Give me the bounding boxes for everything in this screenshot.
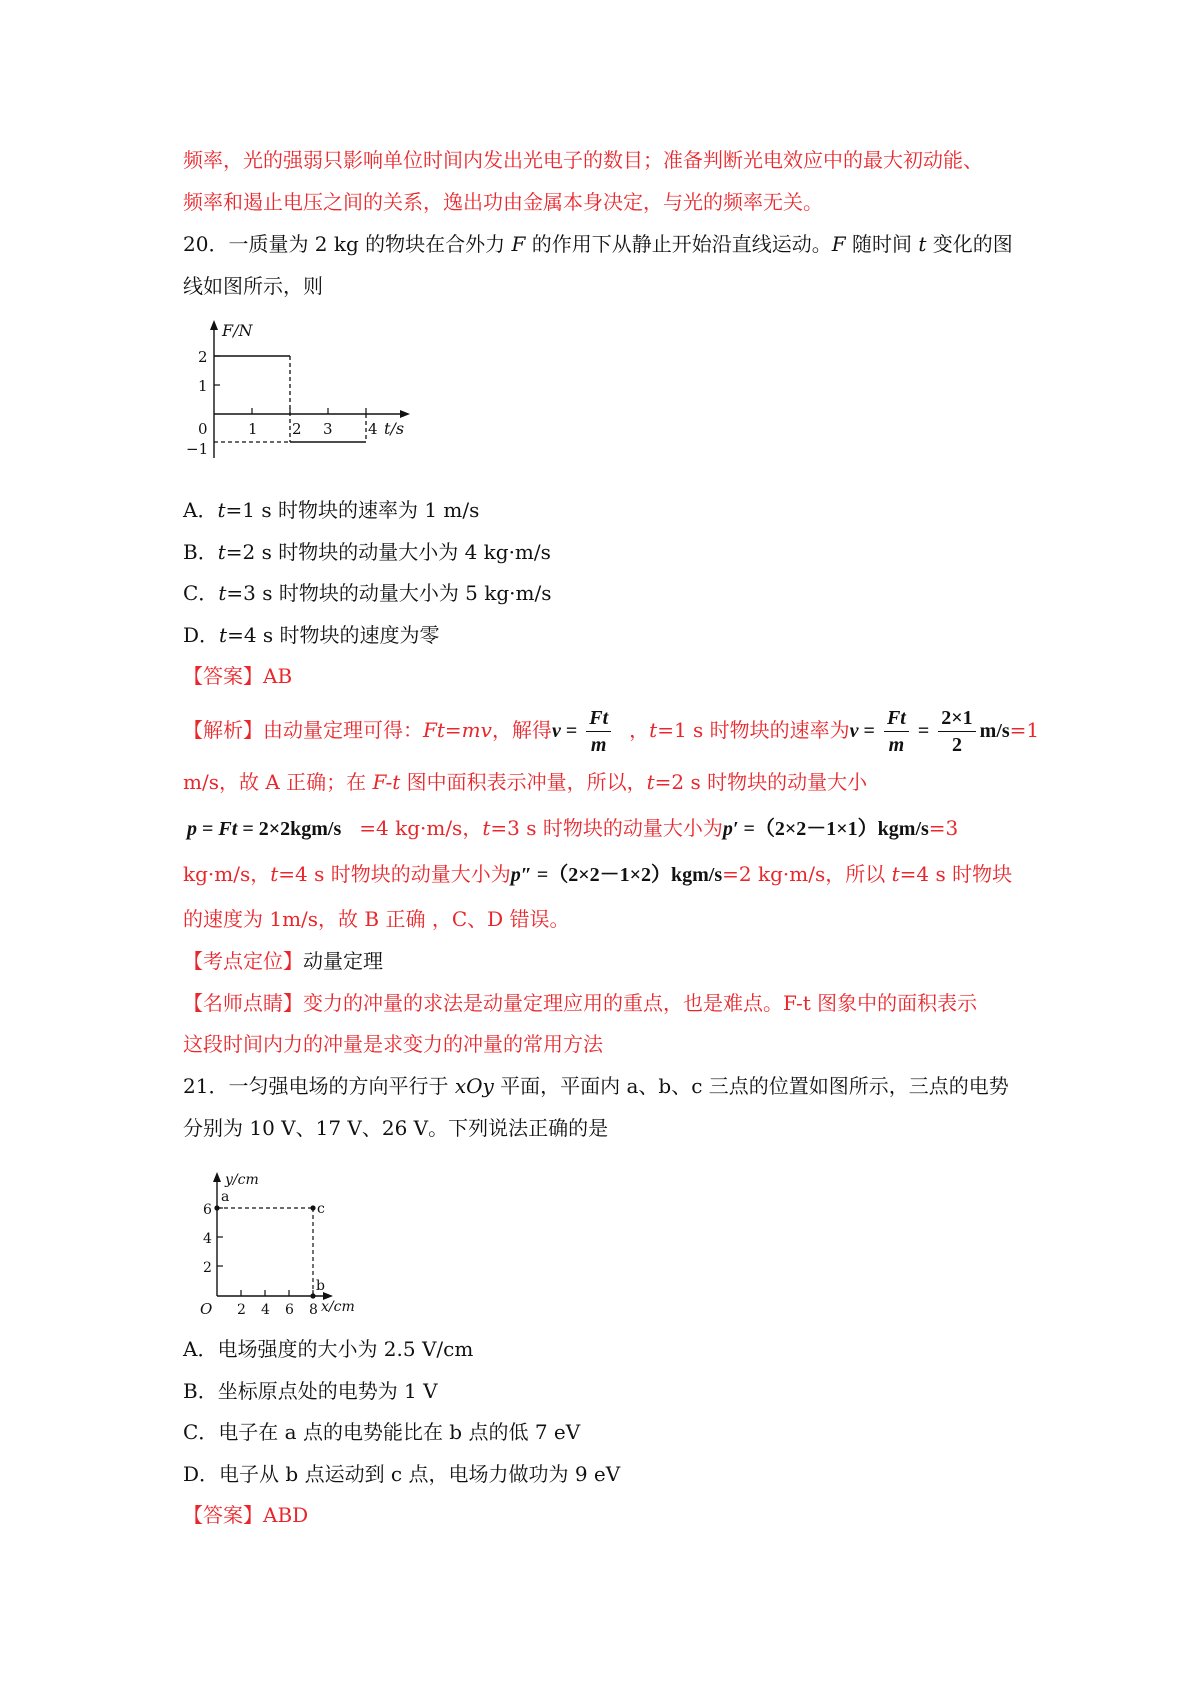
- q20-x-tick-1: 1: [248, 420, 258, 438]
- q21-point-b: [310, 1293, 315, 1298]
- q21-option-d: D．电子从 b 点运动到 c 点，电场力做功为 9 eV: [183, 1462, 621, 1486]
- q20-force-time-graph: [180, 318, 420, 468]
- q20-analysis-line-4: kg·m/s，t=4 s 时物块的动量大小为p″ =（2×2－1×2）kgm/s=2 kg·m/s，所以 t=4 s 时物块: [183, 862, 1013, 886]
- q21-x-label: x/cm: [321, 1299, 355, 1315]
- q20-mingshi-line-2: 这段时间内力的冲量是求变力的冲量的常用方法: [183, 1032, 603, 1056]
- q21-coordinate-graph: [183, 1168, 363, 1316]
- q21-x-tick-8: 8: [309, 1302, 318, 1316]
- q21-y-label: y/cm: [225, 1172, 259, 1188]
- q20-option-c: C．t=3 s 时物块的动量大小为 5 kg·m/s: [183, 581, 552, 605]
- intro-line-1: 频率，光的强弱只影响单位时间内发出光电子的数目；准备判断光电效应中的最大初动能、: [183, 148, 983, 172]
- q21-option-a: A．电场强度的大小为 2.5 V/cm: [183, 1337, 474, 1361]
- q20-kaodian: 【考点定位】动量定理: [183, 949, 383, 973]
- q20-option-b: B．t=2 s 时物块的动量大小为 4 kg·m/s: [183, 540, 551, 564]
- q21-x-tick-2: 2: [237, 1302, 246, 1316]
- q20-x-tick-2: 2: [292, 420, 302, 438]
- q20-analysis-line-1: 【解析】由动量定理可得：Ft=mv，解得v = $\frac{Ft}{m}$ ，t=1 s 时物块的速率为v = $\frac{Ft}{m}$ = $\frac{2\times 1}{2}$ m/s=1: [183, 707, 1040, 756]
- q20-y-tick-2: 2: [198, 348, 208, 366]
- q21-option-b: B．坐标原点处的电势为 1 V: [183, 1379, 438, 1403]
- q21-x-tick-6: 6: [285, 1302, 294, 1316]
- q20-option-d: D．t=4 s 时物块的速度为零: [183, 623, 440, 647]
- q21-option-c: C．电子在 a 点的电势能比在 b 点的低 7 eV: [183, 1420, 581, 1444]
- q20-answer: 【答案】AB: [183, 664, 293, 688]
- q20-y-tick-0: 0: [198, 420, 208, 438]
- q20-y-arrow: [210, 320, 218, 330]
- q21-point-c-label: c: [317, 1201, 325, 1217]
- q21-point-a-label: a: [221, 1189, 230, 1205]
- q21-y-tick-4: 4: [203, 1231, 212, 1247]
- q20-y-tick-neg1: −1: [186, 440, 209, 458]
- q21-point-a: [214, 1205, 219, 1210]
- q20-y-label: F/N: [222, 321, 253, 340]
- q20-analysis-line-2: m/s，故 A 正确；在 F-t 图中面积表示冲量，所以，t=2 s 时物块的动量大小: [183, 770, 868, 794]
- q20-x-arrow: [400, 410, 410, 418]
- q20-fraction-2x1-over-2: $\frac{2\times 1}{2}$: [938, 705, 975, 758]
- q21-x-tick-4: 4: [261, 1302, 270, 1316]
- q21-point-b-label: b: [316, 1278, 325, 1294]
- q20-fraction-ft-over-m-2: $\frac{Ft}{m}$: [884, 705, 909, 758]
- q20-analysis-line-5: 的速度为 1m/s，故 B 正确 ，C、D 错误。: [183, 907, 570, 931]
- q20-mingshi-line-1: 【名师点睛】变力的冲量的求法是动量定理应用的重点，也是难点。F-t 图象中的面积表示: [183, 991, 978, 1015]
- q21-answer: 【答案】ABD: [183, 1503, 309, 1527]
- q20-analysis-line-3: p = Ft = 2×2kgm/s =4 kg·m/s，t=3 s 时物块的动量大小为p′ =（2×2－1×1）kgm/s=3: [187, 816, 959, 840]
- q20-stem-line-1: 20．一质量为 2 kg 的物块在合外力 F 的作用下从静止开始沿直线运动。F 随时间 t 变化的图: [183, 232, 1013, 256]
- q21-y-tick-6: 6: [203, 1202, 212, 1218]
- q21-origin-label: O: [200, 1300, 213, 1316]
- q21-stem-line-2: 分别为 10 V、17 V、26 V。下列说法正确的是: [183, 1116, 609, 1140]
- q20-x-tick-3: 3: [323, 420, 333, 438]
- q20-option-a: A．t=1 s 时物块的速率为 1 m/s: [183, 498, 480, 522]
- q20-fraction-ft-over-m: $\frac{Ft}{m}$: [586, 705, 611, 758]
- q20-stem-line-2: 线如图所示，则: [183, 274, 323, 298]
- q20-x-tick-4: 4: [368, 420, 378, 438]
- intro-line-2: 频率和遏止电压之间的关系，逸出功由金属本身决定，与光的频率无关。: [183, 190, 823, 214]
- q21-stem-line-1: 21．一匀强电场的方向平行于 xOy 平面，平面内 a、b、c 三点的位置如图所示，三点的电势: [183, 1074, 1009, 1098]
- q21-y-tick-2: 2: [203, 1260, 212, 1276]
- q20-y-tick-1: 1: [198, 377, 208, 395]
- q20-x-label: t/s: [384, 419, 405, 438]
- q21-point-c: [310, 1205, 315, 1210]
